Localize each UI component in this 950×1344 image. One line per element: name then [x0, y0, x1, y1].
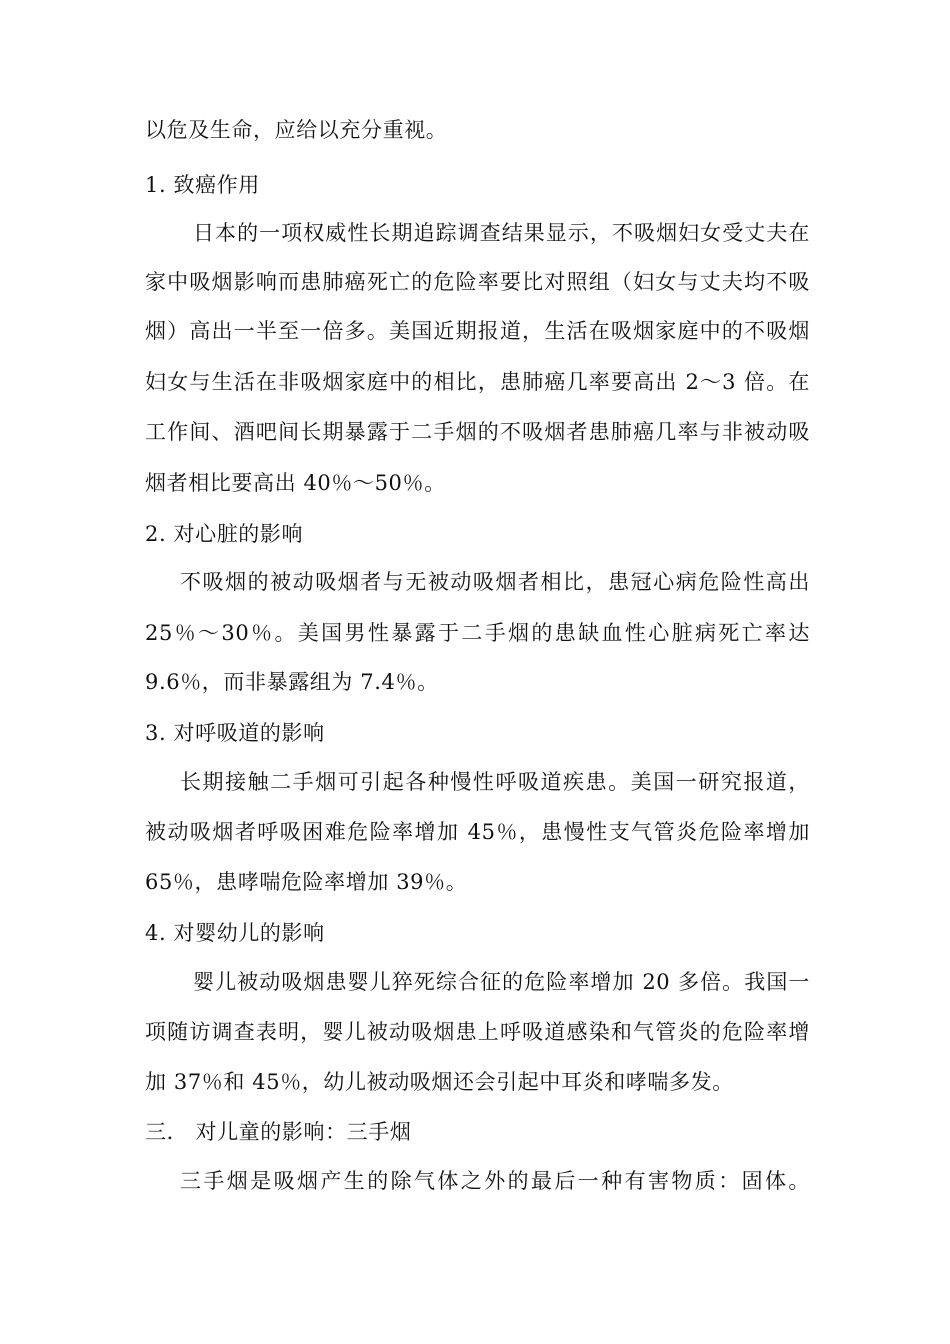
paragraph-line: 项随访调查表明，婴儿被动吸烟患上呼吸道感染和气管炎的危险率增	[145, 1020, 810, 1044]
paragraph-line: 25％～30％。美国男性暴露于二手烟的患缺血性心脏病死亡率达	[145, 621, 810, 645]
paragraph-line: 婴儿被动吸烟患婴儿猝死综合征的危险率增加 20 多倍。我国一	[193, 970, 810, 994]
paragraph-line: 家中吸烟影响而患肺癌死亡的危险率要比对照组（妇女与丈夫均不吸	[145, 270, 810, 294]
paragraph-line: 烟）高出一半至一倍多。美国近期报道，生活在吸烟家庭中的不吸烟	[145, 319, 810, 343]
paragraph-line: 妇女与生活在非吸烟家庭中的相比，患肺癌几率要高出 2～3 倍。在	[145, 370, 810, 394]
paragraph-line: 以危及生命，应给以充分重视。	[145, 118, 448, 142]
paragraph-line: 加 37％和 45％，幼儿被动吸烟还会引起中耳炎和哮喘多发。	[145, 1070, 734, 1094]
paragraph-line: 被动吸烟者呼吸困难危险率增加 45％，患慢性支气管炎危险率增加	[145, 820, 810, 844]
paragraph-line: 日本的一项权威性长期追踪调查结果显示，不吸烟妇女受丈夫在	[193, 221, 810, 245]
paragraph-line: 不吸烟的被动吸烟者与无被动吸烟者相比，患冠心病危险性高出	[180, 570, 810, 594]
paragraph-line: 三手烟是吸烟产生的除气体之外的最后一种有害物质：固体。	[180, 1169, 810, 1193]
section-heading-children: 三． 对儿童的影响：三手烟	[145, 1120, 412, 1144]
section-heading-infants: 4. 对婴幼儿的影响	[145, 921, 325, 945]
paragraph-line: 工作间、酒吧间长期暴露于二手烟的不吸烟者患肺癌几率与非被动吸	[145, 420, 810, 444]
section-heading-carcinogenic: 1. 致癌作用	[145, 173, 260, 197]
paragraph-line: 9.6％，而非暴露组为 7.4％。	[145, 670, 439, 694]
paragraph-line: 长期接触二手烟可引起各种慢性呼吸道疾患。美国一研究报道，	[180, 770, 810, 794]
paragraph-line: 烟者相比要高出 40％～50％。	[145, 471, 446, 495]
paragraph-line: 65％，患哮喘危险率增加 39％。	[145, 870, 468, 894]
section-heading-respiratory: 3. 对呼吸道的影响	[145, 721, 325, 745]
section-heading-heart: 2. 对心脏的影响	[145, 522, 304, 546]
